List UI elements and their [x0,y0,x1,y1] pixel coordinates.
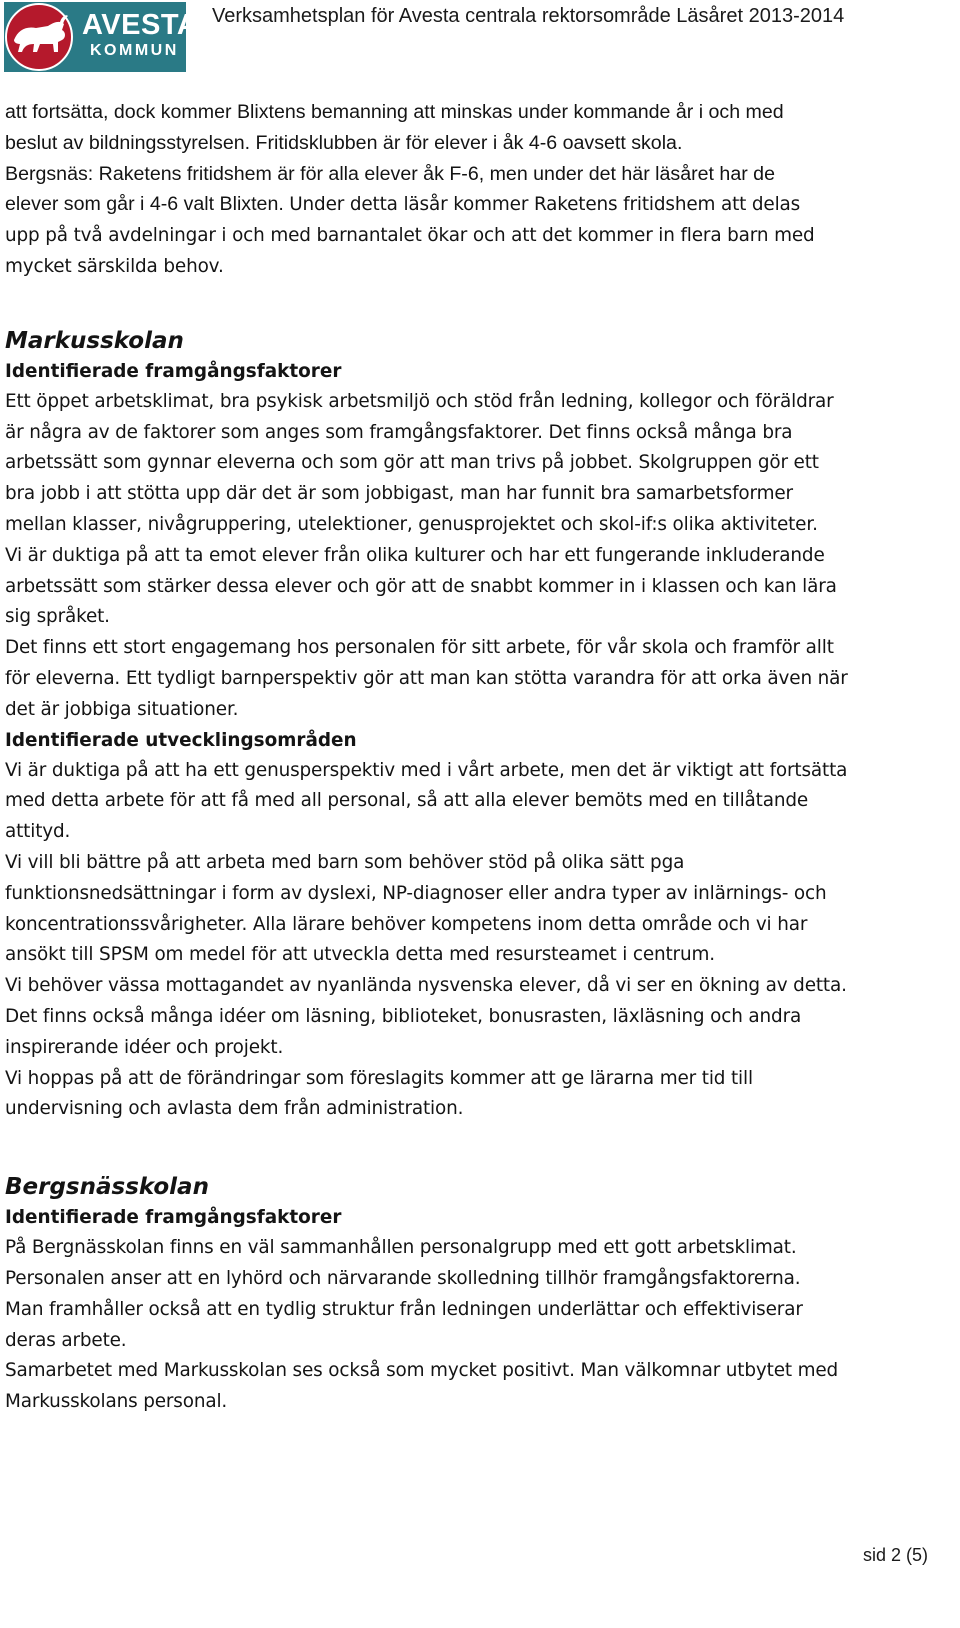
development-areas-heading: Identifierade utvecklingsområden [5,729,357,751]
page-number: sid 2 (5) [862,1545,928,1565]
text-line: Vi hoppas på att de förändringar som föreslagits kommer att ge lärarna mer tid till [5,1067,753,1089]
text-line: Vi behöver vässa mottagandet av nyanlända nysvenska elever, då vi ser en ökning av detta. [5,975,847,997]
document-body [5,97,950,1418]
section-bergsnasskolan [5,1171,950,1418]
text-line: Vi vill bli bättre på att arbeta med barn som behöver stöd på olika sätt pga [5,851,685,873]
success-factors-heading: Identifierade framgångsfaktorer [5,1207,342,1229]
text-line: Det finns ett stort engagemang hos personalen för sitt arbete, för vår skola och framför allt [5,637,834,659]
text-line: koncentrationssvårigheter. Alla lärare behöver kompetens inom detta område och vi har [5,913,808,935]
text-line: arbetssätt som stärker dessa elever och gör att de snabbt kommer in i klassen och kan lära [5,575,837,597]
text-line: ansökt till SPSM om medel för att utveckla detta med resursteamet i centrum. [5,944,715,966]
text-line: mellan klasser, nivågruppering, utelektioner, genusprojektet och skol-if:s olika aktiviteter. [5,513,818,535]
text-line [5,189,950,221]
text-line: Ett öppet arbetsklimat, bra psykisk arbetsmiljö och stöd från ledning, kollegor och föräldrar [5,390,834,412]
text-line: På Bergnässkolan finns en väl sammanhållen personalgrupp med ett gott arbetsklimat. [5,1237,797,1259]
bull-emblem-icon [4,2,74,72]
page-header [0,0,960,76]
section-title: Markusskolan [5,327,184,354]
text-line: inspirerande idéer och projekt. [5,1036,284,1058]
text-line: Man framhåller också att en tydlig struktur från ledningen underlättar och effektiviserar [5,1298,803,1320]
section-markusskolan [5,325,950,1125]
text-line: mycket särskilda behov. [5,255,224,277]
text-line: arbetssätt som gynnar eleverna och som gör att man trivs på jobbet. Skolgruppen gör ett [5,452,819,474]
text-line: Samarbetet med Markusskolan ses också som mycket positivt. Man välkomnar utbytet med [5,1360,839,1382]
logo-subtitle: KOMMUN [90,42,179,59]
text-line: Personalen anser att en lyhörd och närvarande skolledning tillhör framgångsfaktorerna. [5,1267,801,1289]
text-line: sig språket. [5,606,110,628]
document-title: Verksamhetsplan för Avesta centrala rektorsområde Läsåret 2013-2014 [212,5,845,27]
avesta-kommun-logo [4,2,199,72]
text-line: är några av de faktorer som anges som framgångsfaktorer. Det finns också många bra [5,421,793,443]
text-line: Vi är duktiga på att ta emot elever från olika kulturer och har ett fungerande inkluderande [5,544,825,566]
text-line: Vi är duktiga på att ha ett genusperspektiv med i vårt arbete, men det är viktigt att fortsätta [5,759,848,781]
text-line: deras arbete. [5,1329,127,1351]
text-line: upp på två avdelningar i och med barnantalet ökar och att det kommer in flera barn med [5,225,815,247]
text-segment: Under detta läsår kommer Raketens fritidshem att delas [289,194,801,216]
intro-paragraph [5,97,950,283]
text-line: Markusskolans personal. [5,1391,228,1413]
text-line: för eleverna. Ett tydligt barnperspektiv gör att man kan stötta varandra för att orka även när [5,667,848,689]
logo-name: AVESTA [82,9,199,41]
text-line: att fortsätta, dock kommer Blixtens bemanning att minskas under kommande år i och med [5,101,784,123]
text-segment: elever som går i 4-6 valt Blixten. [5,193,284,216]
text-line: det är jobbiga situationer. [5,698,239,720]
text-line: undervisning och avlasta dem från administration. [5,1098,464,1120]
section-title: Bergsnässkolan [5,1174,209,1201]
text-line: beslut av bildningsstyrelsen. Fritidsklubben är för elever i åk 4-6 oavsett skola. [5,131,683,154]
success-factors-heading: Identifierade framgångsfaktorer [5,360,342,382]
text-line: bra jobb i att stötta upp där det är som jobbigast, man har funnit bra samarbetsformer [5,483,793,505]
text-line: attityd. [5,821,71,843]
text-line: Bergsnäs: Raketens fritidshem är för alla elever åk F-6, men under det här läsåret har de [5,162,775,185]
text-line: med detta arbete för att få med all personal, så att alla elever bemöts med en tillåtande [5,790,809,812]
text-line: Det finns också många idéer om läsning, biblioteket, bonusrasten, läxläsning och andra [5,1005,802,1027]
text-line: funktionsnedsättningar i form av dyslexi, NP-diagnoser eller andra typer av inlärnings- och [5,882,827,904]
